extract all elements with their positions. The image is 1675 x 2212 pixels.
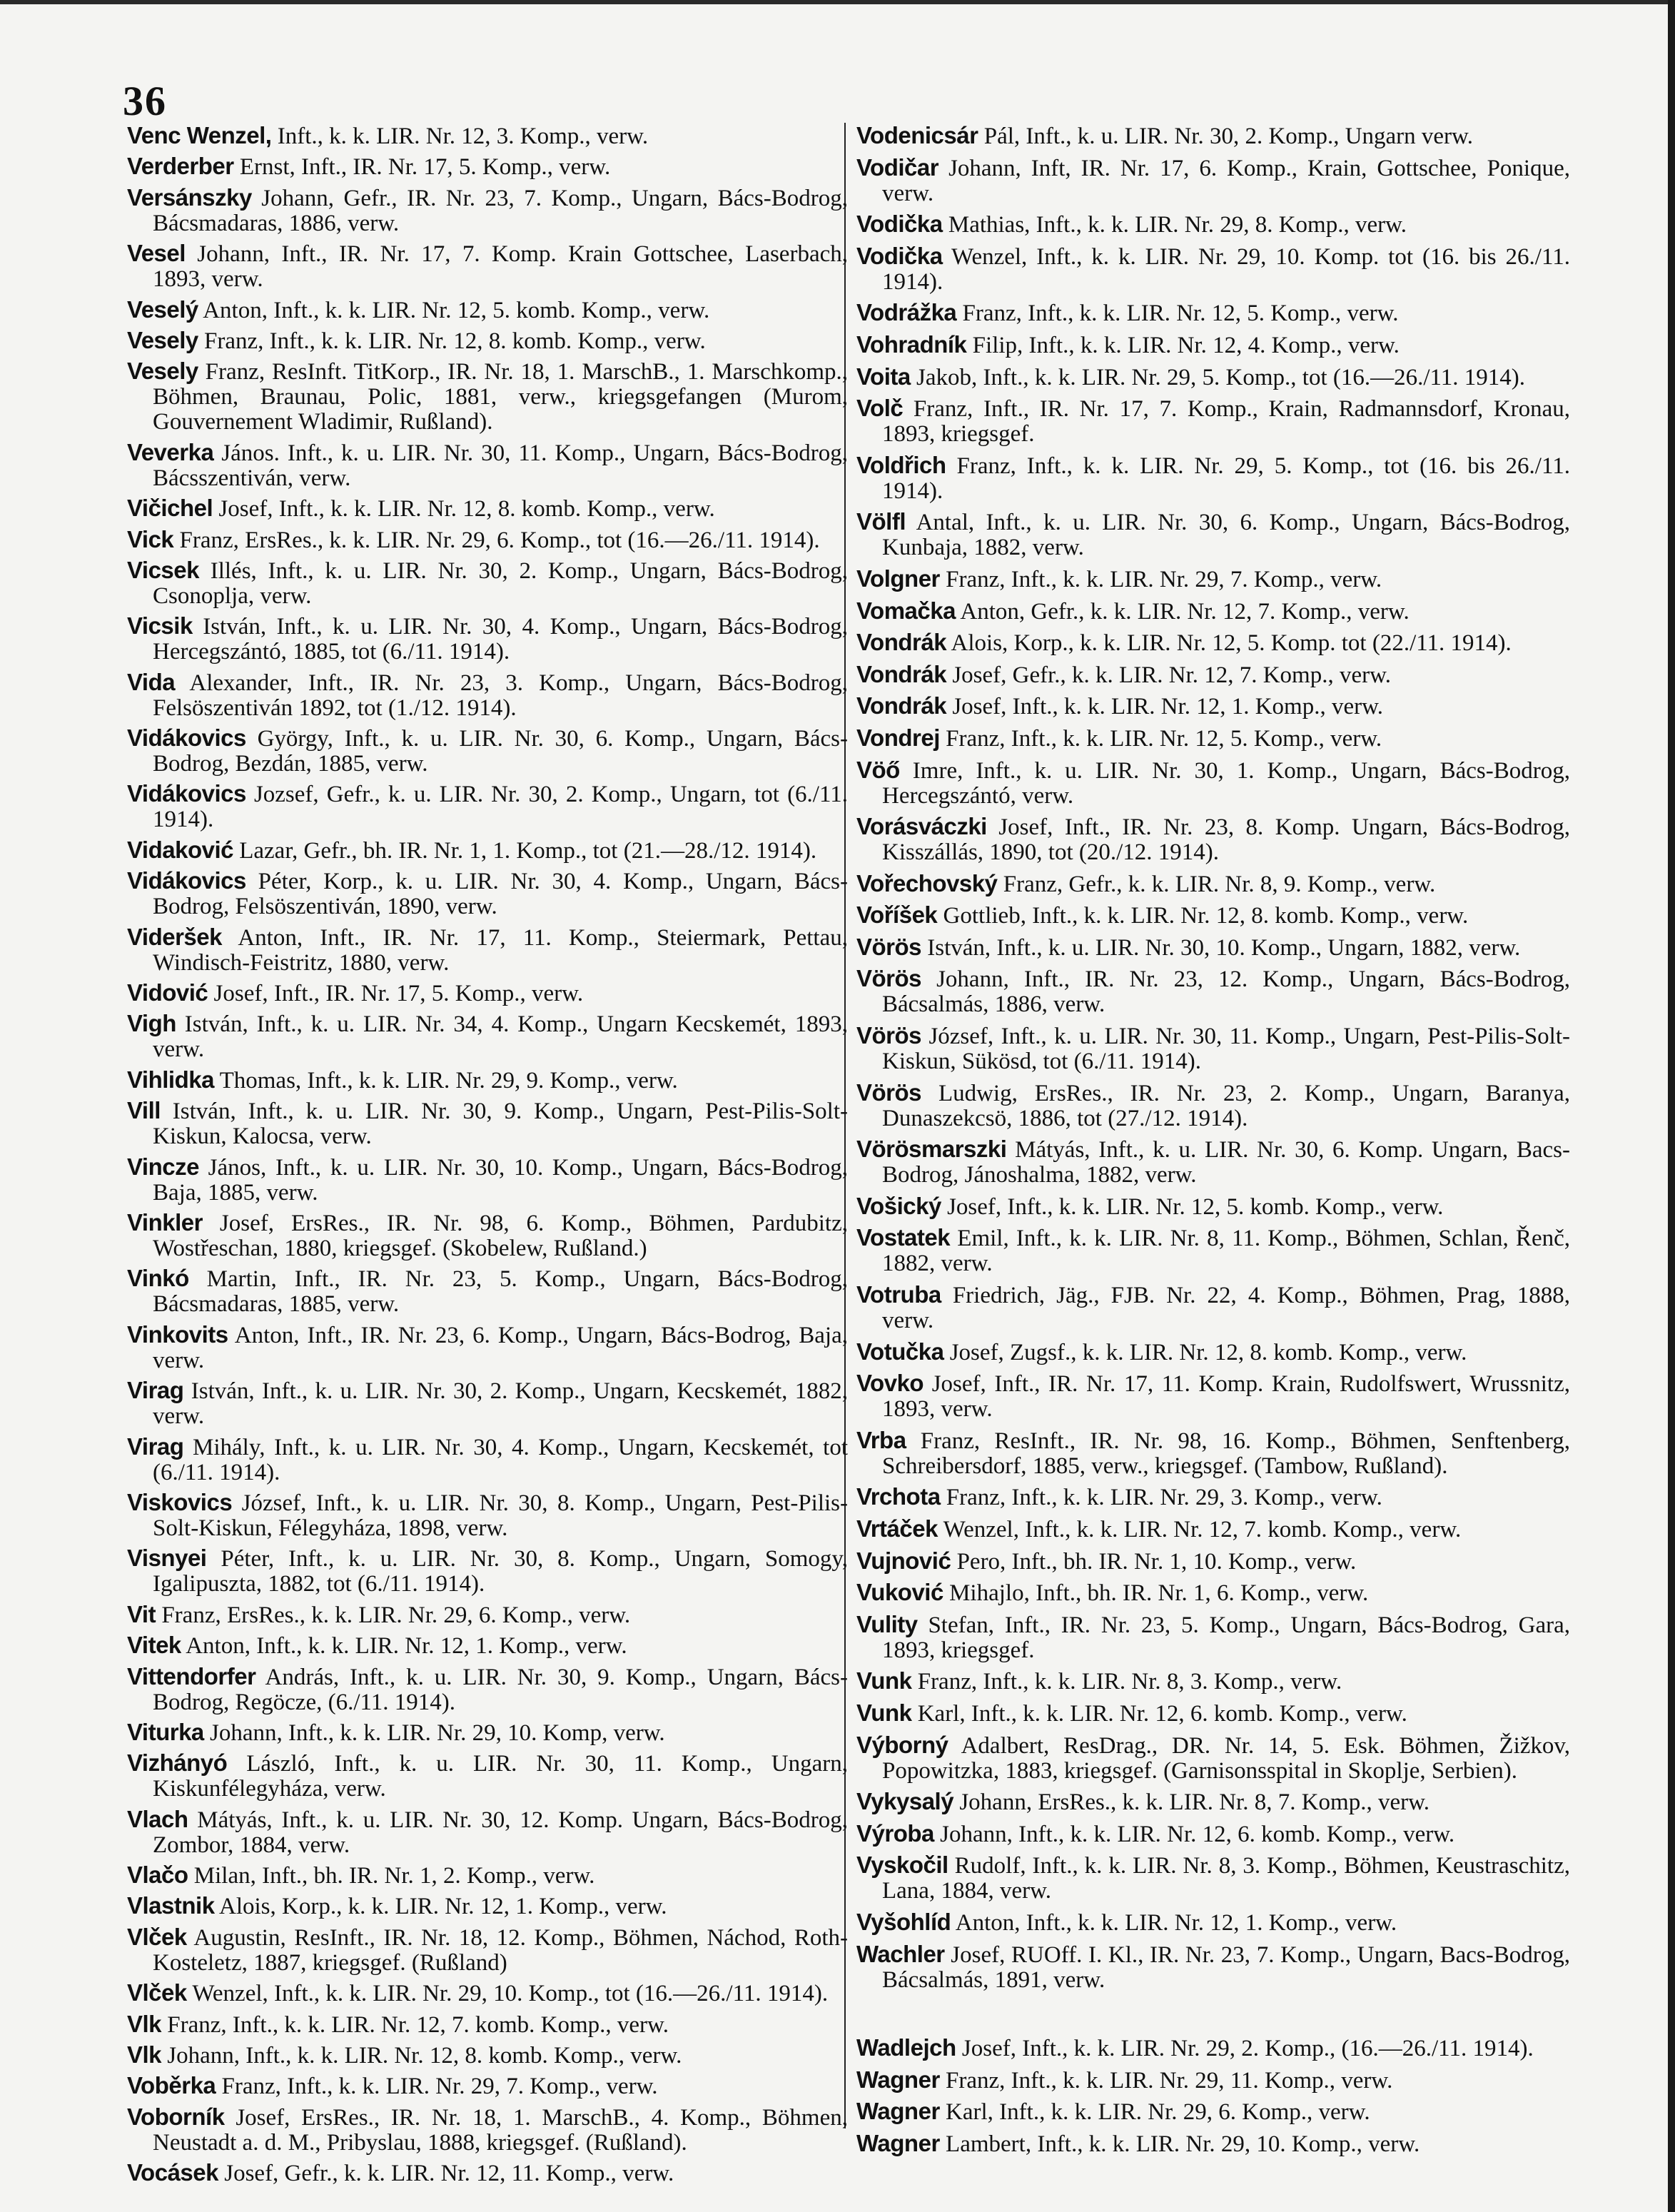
list-entry [856,1080,1570,1131]
entry-surname: Verderber [127,153,234,180]
list-entry [127,980,848,1006]
entry-surname: Virag [127,1433,184,1460]
entry-surname: Vidović [127,979,208,1006]
entry-surname: Vondrej [856,724,940,751]
entry-details: Josef, Inft., IR. Nr. 23, 8. Komp. Ungarn, Bács-Bodrog, Kisszállás, 1890, tot (20./12. 1914). [882,814,1570,866]
entry-surname: Videršek [127,923,222,950]
list-entry [127,868,848,919]
entry-details: Franz, Inft., k. k. LIR. Nr. 12, 5. Komp., verw. [939,725,1382,752]
list-entry [856,1732,1570,1784]
list-entry [127,557,848,609]
list-entry [127,153,848,180]
entry-surname: Výroba [856,1819,934,1847]
list-entry [127,440,848,491]
list-entry [856,1789,1570,1815]
entry-details: Adalbert, ResDrag., DR. Nr. 14, 5. Esk. Böhmen, Žižkov, Popowitzka, 1883, kriegsgef. (Garnisonsspital in Skoplje, Serbien). [882,1732,1570,1784]
list-entry [856,453,1570,504]
list-entry [856,2067,1570,2094]
list-entry [856,123,1570,149]
list-entry [856,1023,1570,1074]
list-entry [127,670,848,721]
entry-surname: Votruba [856,1281,941,1308]
entry-surname: Vidákovics [127,867,246,894]
entry-details: Anton, Inft., k. k. LIR. Nr. 12, 1. Komp., verw. [951,1909,1397,1936]
entry-surname: Vicsik [127,612,193,640]
entry-surname: Vick [127,525,174,552]
entry-details: István, Inft., k. u. LIR. Nr. 34, 4. Komp., Ungarn Kecskemét, 1893, verw. [153,1011,848,1063]
list-entry [127,1154,848,1206]
entry-details: László, Inft., k. u. LIR. Nr. 30, 11. Komp., Ungarn, Kiskunfélegyháza, verw. [153,1751,848,1802]
entry-surname: Vondrák [856,692,947,719]
entry-surname: Versánszky [127,183,252,211]
entry-surname: Völfl [856,508,906,535]
entry-surname: Voběrka [127,2072,216,2099]
list-entry [127,1750,848,1802]
entry-surname: Voborník [127,2103,225,2130]
list-entry [127,1210,848,1261]
list-entry [127,527,848,553]
entry-surname: Wagner [856,2098,940,2125]
entry-surname: Vodenicsár [856,122,978,148]
entry-details: János. Inft., k. u. LIR. Nr. 30, 11. Komp., Ungarn, Bács-Bodrog, Bácsszentiván, verw. [153,440,848,491]
list-entry [127,1322,848,1373]
entry-surname: Vidákovics [127,780,246,807]
list-entry [127,1011,848,1062]
entry-details: József, Inft., k. u. LIR. Nr. 30, 11. Komp., Ungarn, Pest-Pilis-Solt-Kiskun, Sükösd, tot (6./11. 1914). [882,1024,1570,1075]
entry-details: Karl, Inft., k. k. LIR. Nr. 12, 6. komb. Komp., verw. [911,1700,1407,1727]
list-entry [856,966,1570,1017]
list-entry [856,598,1570,625]
entry-surname: Vuković [856,1579,943,1606]
entry-surname: Voldřich [856,451,946,478]
entry-details: Franz, Inft., IR. Nr. 17, 7. Komp., Krain, Radmannsdorf, Kronau, 1893, kriegsgef. [882,396,1570,448]
list-entry [127,328,848,354]
entry-details: Johann, Gefr., IR. Nr. 23, 7. Komp., Ungarn, Bács-Bodrog, Bácsmadaras, 1886, verw. [153,185,848,236]
entry-surname: Vinkler [127,1208,203,1236]
entry-surname: Vlačo [127,1862,188,1889]
entry-details: Augustin, ResInft., IR. Nr. 18, 12. Komp., Böhmen, Náchod, Roth-Kosteletz, 1887, kriegsgef. (Rußland) [153,1924,848,1976]
list-entry [856,1370,1570,1422]
page-number: 36 [123,78,167,124]
entry-surname: Vrchota [856,1483,941,1510]
entry-details: Franz, Inft., k. k. LIR. Nr. 12, 7. komb. Komp., verw. [161,2011,669,2038]
entry-details: Franz, Inft., k. k. LIR. Nr. 29, 7. Komp., verw. [939,566,1382,592]
entry-surname: Vondrák [856,629,947,656]
entry-surname: Vida [127,668,176,695]
list-entry [856,566,1570,592]
entry-details: Antal, Inft., k. u. LIR. Nr. 30, 6. Komp., Ungarn, Bács-Bodrog, Kunbaja, 1882, verw. [882,510,1570,561]
list-entry [856,2131,1570,2157]
entry-details: Jozsef, Gefr., k. u. LIR. Nr. 30, 2. Komp., Ungarn, tot (6./11. 1914). [153,782,848,833]
entry-details: Anton, Inft., IR. Nr. 23, 6. Komp., Ungarn, Bács-Bodrog, Baja, verw. [153,1322,848,1373]
entry-details: Josef, Zugsf., k. k. LIR. Nr. 12, 8. komb. Komp., verw. [943,1339,1467,1365]
list-entry [856,2099,1570,2125]
entry-details: Mihály, Inft., k. u. LIR. Nr. 30, 4. Komp., Ungarn, Kecskemét, tot (6./11. 1914). [153,1434,848,1485]
entry-details: Lambert, Inft., k. k. LIR. Nr. 29, 10. Komp., verw. [939,2131,1420,2157]
entry-surname: Vidaković [127,836,233,863]
entry-details: Anton, Inft., IR. Nr. 17, 11. Komp., Steiermark, Pettau, Windisch-Feistritz, 1880, verw. [153,924,848,976]
entry-details: Josef, Inft., k. k. LIR. Nr. 12, 8. komb. Komp., verw. [213,496,715,522]
list-entry [127,1378,848,1429]
list-entry [127,1067,848,1094]
entry-details: Anton, Inft., k. k. LIR. Nr. 12, 5. komb. Komp., verw. [198,297,710,323]
entry-surname: Vlk [127,2010,162,2037]
list-entry [127,2104,848,2156]
entry-details: Franz, Gefr., k. k. LIR. Nr. 8, 9. Komp., verw. [997,871,1436,897]
entry-surname: Vörös [856,965,922,992]
entry-details: Imre, Inft., k. u. LIR. Nr. 30, 1. Komp., Ungarn, Bács-Bodrog, Hercegszántó, verw. [882,757,1570,809]
list-entry [127,241,848,292]
entry-surname: Vodrážka [856,299,957,326]
entry-details: Inft., k. k. LIR. Nr. 12, 3. Komp., verw. [271,123,649,149]
list-entry [127,924,848,976]
left-column [127,123,848,2191]
entry-details: Alois, Korp., k. k. LIR. Nr. 12, 1. Komp., verw. [214,1894,667,1920]
list-entry [856,1193,1570,1220]
entry-surname: Volč [856,395,904,422]
list-entry [856,1548,1570,1575]
entry-details: Emil, Inft., k. k. LIR. Nr. 8, 11. Komp., Böhmen, Schlan, Řenč, 1882, verw. [882,1226,1570,1277]
list-entry [856,1339,1570,1365]
entry-details: Thomas, Inft., k. k. LIR. Nr. 29, 9. Komp., verw. [213,1067,678,1094]
entry-surname: Vesely [127,326,198,353]
list-entry [856,630,1570,656]
list-entry [856,662,1570,688]
entry-details: Josef, ErsRes., IR. Nr. 18, 1. MarschB., 4. Komp., Böhmen, Neustadt a. d. M., Pribyslau, 1888, kriegsgef. (Rußland). [153,2104,848,2156]
entry-surname: Vitek [127,1632,181,1659]
entry-surname: Vrba [856,1426,906,1453]
entry-details: Franz, Inft., k. k. LIR. Nr. 29, 3. Komp., verw. [940,1485,1382,1511]
entry-surname: Wachler [856,1940,945,1967]
entry-details: Mátyás, Inft., k. u. LIR. Nr. 30, 6. Komp. Ungarn, Bacs-Bodrog, Jánoshalma, 1882, verw. [882,1137,1570,1188]
entry-details: István, Inft., k. u. LIR. Nr. 30, 10. Komp., Ungarn, 1882, verw. [921,934,1521,961]
entry-surname: Visnyei [127,1545,207,1572]
entry-details: Franz, Inft., k. k. LIR. Nr. 29, 11. Komp., verw. [939,2067,1393,2094]
entry-surname: Výborný [856,1731,948,1758]
entry-surname: Vondrák [856,660,947,687]
list-entry [856,1612,1570,1663]
entry-details: Franz, ResInft., IR. Nr. 98, 16. Komp., Böhmen, Senftenberg, Schreibersdorf, 1885, verw., kriegsgef. (Tambow, Rußland). [882,1428,1570,1479]
list-entry [856,1909,1570,1936]
entry-details: Gottlieb, Inft., k. k. LIR. Nr. 12, 8. komb. Komp., verw. [937,903,1469,929]
list-entry [127,1098,848,1149]
entry-surname: Veverka [127,438,214,465]
entry-details: Josef, Inft., k. k. LIR. Nr. 12, 5. komb. Komp., verw. [941,1193,1444,1220]
entry-surname: Vinkó [127,1265,189,1292]
list-entry [127,358,848,435]
entry-details: Josef, Gefr., k. k. LIR. Nr. 12, 7. Komp., verw. [946,662,1392,688]
entry-surname: Vykysalý [856,1788,954,1815]
list-entry [856,1700,1570,1727]
list-entry [856,1282,1570,1333]
entry-details: István, Inft., k. u. LIR. Nr. 30, 2. Komp., Ungarn, Kecskemét, 1882, verw. [153,1378,848,1430]
entry-details: Wenzel, Inft., k. k. LIR. Nr. 29, 10. Komp., tot (16.—26./11. 1914). [186,1981,829,2007]
entry-surname: Wadlejch [856,2034,956,2061]
list-entry [127,837,848,864]
entry-details: János, Inft., k. u. LIR. Nr. 30, 10. Komp., Ungarn, Bács-Bodrog, Baja, 1885, verw. [153,1154,848,1206]
entry-details: Anton, Inft., k. k. LIR. Nr. 12, 1. Komp., verw. [181,1633,627,1660]
entry-details: István, Inft., k. u. LIR. Nr. 30, 9. Komp., Ungarn, Pest-Pilis-Solt-Kiskun, Kalocsa, verw. [153,1099,848,1150]
list-entry [856,934,1570,961]
entry-details: Johann, Inft., k. k. LIR. Nr. 12, 8. komb. Komp., verw. [161,2043,682,2069]
list-entry [856,1668,1570,1695]
list-entry [856,1941,1570,1993]
list-entry [856,814,1570,865]
entry-details: Franz, Inft., k. k. LIR. Nr. 12, 8. komb. Komp., verw. [198,328,706,354]
entry-details: Wenzel, Inft., k. k. LIR. Nr. 29, 10. Komp. tot (16. bis 26./11. 1914). [882,243,1570,295]
entry-details: Johann, Inft, IR. Nr. 17, 6. Komp., Krain, Gottschee, Ponique, verw. [882,155,1570,206]
entry-details: Illés, Inft., k. u. LIR. Nr. 30, 2. Komp., Ungarn, Bács-Bodrog, Csonoplja, verw. [153,557,848,609]
list-entry [127,1807,848,1858]
entry-details: Franz, ErsRes., k. k. LIR. Nr. 29, 6. Komp., tot (16.—26./11. 1914). [173,527,820,553]
entry-details: Anton, Gefr., k. k. LIR. Nr. 12, 7. Komp., verw. [955,598,1410,625]
entry-surname: Vošický [856,1192,941,1219]
entry-surname: Vlček [127,1923,187,1950]
entry-surname: Vinkovits [127,1320,228,1348]
entry-details: Péter, Inft., k. u. LIR. Nr. 30, 8. Komp., Ungarn, Somogy, Igalipuszta, 1882, tot (6./11. 1914). [153,1546,848,1597]
entry-details: István, Inft., k. u. LIR. Nr. 30, 4. Komp., Ungarn, Bács-Bodrog, Hercegszántó, 1885, tot (6./11. 1914). [153,614,848,665]
entry-details: Alexander, Inft., IR. Nr. 23, 3. Komp., Ungarn, Bács-Bodrog, Felsöszentiván 1892, tot (1./12. 1914). [153,670,848,721]
entry-details: Josef, Inft., IR. Nr. 17, 11. Komp. Krain, Rudolfswert, Wrussnitz, 1893, verw. [882,1371,1570,1423]
list-entry [127,1893,848,1919]
entry-surname: Vidákovics [127,724,246,752]
scan-top-edge [0,0,1675,4]
list-entry [127,2011,848,2038]
entry-surname: Vohradník [856,330,967,358]
entry-surname: Vigh [127,1010,176,1037]
entry-surname: Venc Wenzel, [127,122,272,148]
entry-surname: Vunk [856,1667,912,1695]
list-entry [856,1516,1570,1542]
entry-details: Josef, Inft., k. k. LIR. Nr. 12, 1. Komp., verw. [946,694,1384,720]
entry-details: Filip, Inft., k. k. LIR. Nr. 12, 4. Komp., verw. [966,332,1400,358]
list-entry [856,364,1570,390]
list-entry [127,1862,848,1889]
list-entry [856,395,1570,447]
entry-details: Milan, Inft., bh. IR. Nr. 1, 2. Komp., verw. [188,1863,595,1889]
entry-surname: Volgner [856,565,940,592]
list-entry [856,1428,1570,1479]
entry-surname: Vlček [127,1979,187,2006]
entry-surname: Vorásváczki [856,813,987,840]
entry-surname: Veselý [127,296,198,323]
entry-details: Pál, Inft., k. u. LIR. Nr. 30, 2. Komp., Ungarn verw. [978,123,1473,149]
scan-right-edge [1668,0,1675,2212]
entry-details: András, Inft., k. u. LIR. Nr. 30, 9. Komp., Ungarn, Bács-Bodrog, Regöcze, (6./11. 1914). [153,1664,848,1715]
entry-surname: Vodička [856,242,943,269]
list-entry [856,1484,1570,1510]
entry-surname: Vunk [856,1699,912,1726]
entry-surname: Vesely [127,358,198,385]
entry-details: Josef, Inft., k. k. LIR. Nr. 29, 2. Komp., (16.—26./11. 1914). [956,2036,1534,2062]
list-entry [127,2160,848,2186]
entry-details: Karl, Inft., k. k. LIR. Nr. 29, 6. Komp., verw. [939,2099,1370,2126]
entry-details: Ludwig, ErsRes., IR. Nr. 23, 2. Komp., Ungarn, Baranya, Dunaszekcsö, 1886, tot (27./12. 1914). [882,1080,1570,1131]
list-entry [856,332,1570,358]
list-entry [856,509,1570,560]
entry-surname: Vizhányó [127,1749,228,1777]
list-entry [856,693,1570,719]
entry-details: Franz, Inft., k. k. LIR. Nr. 8, 3. Komp., verw. [911,1669,1342,1695]
entry-surname: Vöő [856,756,900,783]
entry-details: Josef, RUOff. I. Kl., IR. Nr. 23, 7. Komp., Ungarn, Bacs-Bodrog, Bácsalmás, 1891, verw. [882,1941,1570,1993]
entry-surname: Vičichel [127,495,213,522]
list-entry [856,725,1570,752]
entry-surname: Vicsek [127,556,199,583]
entry-details: Franz, Inft., k. k. LIR. Nr. 29, 7. Komp., verw. [216,2074,658,2100]
list-entry [856,211,1570,238]
entry-surname: Vlk [127,2041,162,2069]
entry-surname: Votučka [856,1338,944,1365]
entry-surname: Vill [127,1097,161,1124]
list-entry [856,300,1570,326]
list-entry [127,495,848,522]
list-entry [856,871,1570,897]
list-entry [856,1580,1570,1606]
entry-details: Franz, ResInft. TitKorp., IR. Nr. 18, 1. MarschB., 1. Marschkomp., Böhmen, Braunau, Polic, 1881, verw., kriegsgefangen (Murom, Gouvernement Wladimir, Rußland). [153,359,848,435]
entry-surname: Vit [127,1600,156,1627]
entry-surname: Vodička [856,211,943,238]
entry-details: Franz, Inft., k. k. LIR. Nr. 12, 5. Komp., verw. [956,301,1399,327]
list-entry [127,1434,848,1485]
entry-details: Johann, Inft., IR. Nr. 23, 12. Komp., Ungarn, Bács-Bodrog, Bácsalmás, 1886, verw. [882,966,1570,1018]
entry-details: Jakob, Inft., k. k. LIR. Nr. 29, 5. Komp., tot (16.—26./11. 1914). [910,364,1526,390]
entry-surname: Vincze [127,1153,199,1180]
entry-details: Josef, Gefr., k. k. LIR. Nr. 12, 11. Komp., verw. [218,2161,674,2187]
entry-surname: Vyšohlíd [856,1908,951,1935]
entry-surname: Voita [856,363,911,390]
list-entry [127,1719,848,1746]
entry-surname: Vittendorfer [127,1662,256,1690]
entry-surname: Vihlidka [127,1066,214,1093]
list-entry [127,1924,848,1976]
entry-surname: Vomačka [856,597,956,624]
list-entry [127,1980,848,2006]
entry-surname: Vořechovský [856,869,998,897]
list-entry [127,1490,848,1541]
entry-surname: Vodičar [856,153,939,181]
list-entry [127,1545,848,1597]
entry-details: Pero, Inft., bh. IR. Nr. 1, 10. Komp., verw. [951,1548,1357,1575]
entry-details: Josef, Inft., IR. Nr. 17, 5. Komp., verw. [208,981,584,1007]
entry-details: Johann, ErsRes., k. k. LIR. Nr. 8, 7. Komp., verw. [953,1789,1430,1816]
entry-surname: Vostatek [856,1224,951,1251]
entry-surname: Vlastnik [127,1892,215,1919]
entry-details: Franz, ErsRes., k. k. LIR. Nr. 29, 6. Komp., verw. [156,1602,631,1628]
right-column [856,123,1570,2163]
entry-surname: Vyskočil [856,1852,948,1879]
list-entry [127,1266,848,1317]
list-entry [856,757,1570,809]
entry-details: György, Inft., k. u. LIR. Nr. 30, 6. Komp., Ungarn, Bács-Bodrog, Bezdán, 1885, verw. [153,726,848,777]
entry-details: Stefan, Inft., IR. Nr. 23, 5. Komp., Ungarn, Bács-Bodrog, Gara, 1893, kriegsgef. [882,1612,1570,1663]
list-entry [127,2042,848,2069]
entry-surname: Vulity [856,1610,918,1637]
entry-details: Friedrich, Jäg., FJB. Nr. 22, 4. Komp., Böhmen, Prag, 1888, verw. [882,1283,1570,1334]
entry-surname: Vlach [127,1805,188,1832]
list-entry [127,781,848,832]
list-entry [127,2073,848,2099]
entry-surname: Vovko [856,1370,924,1397]
entry-surname: Wagner [856,2129,940,2156]
entry-surname: Vujnović [856,1547,951,1574]
entry-details: Franz, Inft., k. k. LIR. Nr. 29, 5. Komp., tot (16. bis 26./11. 1914). [882,453,1570,504]
entry-details: Martin, Inft., IR. Nr. 23, 5. Komp., Ungarn, Bács-Bodrog, Bácsmadaras, 1885, verw. [153,1266,848,1318]
list-entry [127,297,848,323]
entry-details: Josef, ErsRes., IR. Nr. 98, 6. Komp., Böhmen, Pardubitz, Wostřeschan, 1880, kriegsgef. (Skobelew, Rußland.) [153,1210,848,1261]
list-entry [856,243,1570,295]
entry-details: Johann, Inft., IR. Nr. 17, 7. Komp. Krain Gottschee, Laserbach, 1893, verw. [153,241,848,293]
entry-details: Mathias, Inft., k. k. LIR. Nr. 29, 8. Komp., verw. [942,212,1407,238]
entry-details: Mátyás, Inft., k. u. LIR. Nr. 30, 12. Komp. Ungarn, Bács-Bodrog, Zombor, 1884, verw. [153,1807,848,1858]
list-entry [127,1632,848,1659]
list-entry [127,123,848,149]
entry-details: Ernst, Inft., IR. Nr. 17, 5. Komp., verw. [233,154,611,181]
list-entry [127,725,848,777]
entry-surname: Vrtáček [856,1515,938,1542]
entry-details: Rudolf, Inft., k. k. LIR. Nr. 8, 3. Komp., Böhmen, Keustraschitz, Lana, 1884, verw. [882,1853,1570,1904]
list-entry [856,1225,1570,1276]
entry-details: Wenzel, Inft., k. k. LIR. Nr. 12, 7. komb. Komp., verw. [937,1517,1462,1542]
entry-surname: Voříšek [856,902,938,929]
list-entry [127,1602,848,1628]
entry-surname: Vesel [127,240,186,267]
list-entry [127,613,848,665]
entry-surname: Viskovics [127,1488,233,1515]
entry-surname: Vörösmarszki [856,1136,1007,1163]
entry-details: Johann, Inft., k. k. LIR. Nr. 29, 10. Komp, verw. [203,1719,665,1746]
entry-surname: Vörös [856,1079,922,1106]
list-entry [127,1664,848,1715]
entry-details: József, Inft., k. u. LIR. Nr. 30, 8. Komp., Ungarn, Pest-Pilis-Solt-Kiskun, Félegyháza, 1898, verw. [153,1490,848,1541]
list-entry [856,1136,1570,1188]
list-entry [856,155,1570,206]
entry-details: Johann, Inft., k. k. LIR. Nr. 12, 6. komb. Komp., verw. [933,1821,1455,1847]
entry-surname: Vörös [856,1022,922,1049]
list-entry [856,2035,1570,2061]
list-entry [856,1852,1570,1904]
entry-surname: Vörös [856,933,922,960]
section-gap [856,1998,1570,2035]
list-entry [856,902,1570,929]
entry-surname: Vocásek [127,2159,218,2186]
list-entry [127,185,848,236]
entry-details: Lazar, Gefr., bh. IR. Nr. 1, 1. Komp., tot (21.—28./12. 1914). [233,837,817,864]
entry-details: Alois, Korp., k. k. LIR. Nr. 12, 5. Komp. tot (22./11. 1914). [946,630,1512,657]
entry-details: Mihajlo, Inft., bh. IR. Nr. 1, 6. Komp., verw. [943,1580,1369,1607]
entry-details: Péter, Korp., k. u. LIR. Nr. 30, 4. Komp., Ungarn, Bács-Bodrog, Felsöszentiván, 1890, verw. [153,869,848,920]
entry-surname: Virag [127,1377,184,1404]
list-entry [856,1821,1570,1847]
entry-surname: Wagner [856,2066,940,2093]
entry-surname: Viturka [127,1718,204,1745]
